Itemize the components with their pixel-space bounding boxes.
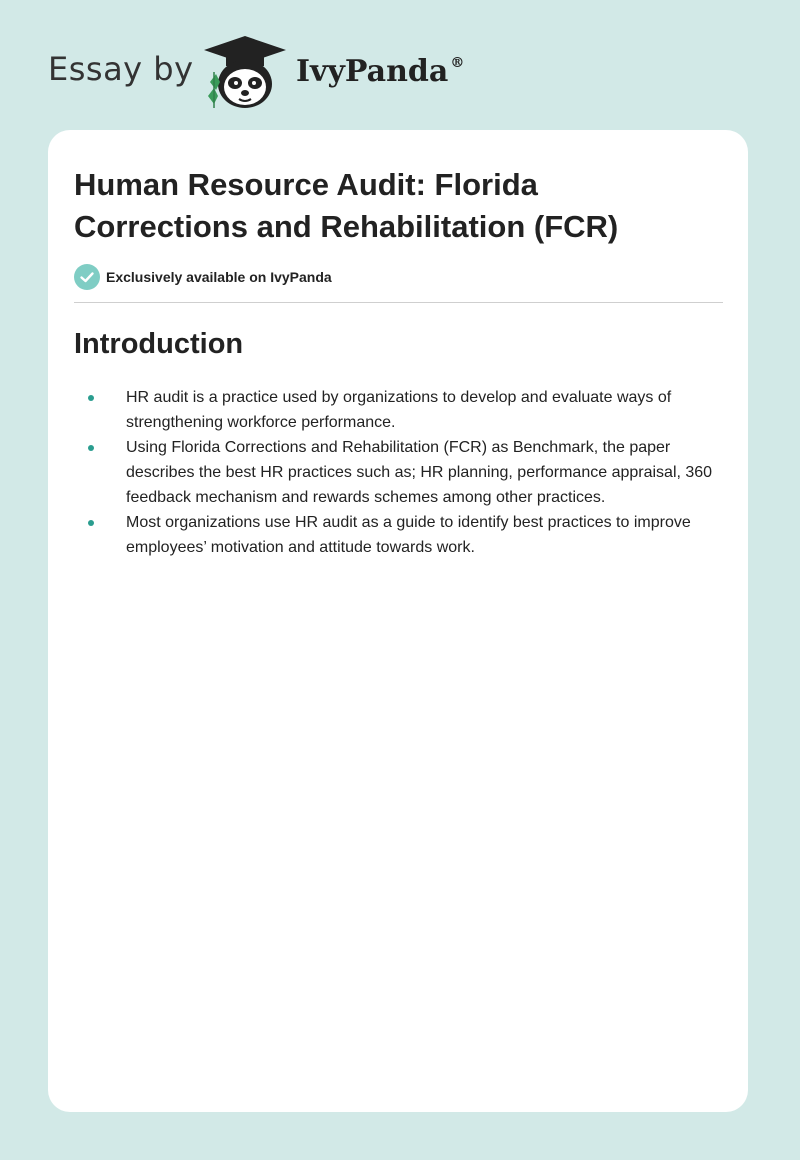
check-circle-icon <box>74 264 100 290</box>
document-card <box>48 130 748 1112</box>
bullet-dot <box>88 395 94 401</box>
divider <box>74 302 723 303</box>
section-heading: Introduction <box>74 328 244 360</box>
brand-name: IvyPanda ® <box>296 54 465 89</box>
bullet-dot <box>88 445 94 451</box>
essay-by-label: Essay by <box>48 50 194 88</box>
list-item-text: Using Florida Corrections and Rehabilitation (FCR) as Benchmark, the paper describes the best HR practices such as; HR planning, performance appraisal, 360 feedback mechanism and rewards schemes among other practices. <box>126 439 713 506</box>
site-header <box>48 32 488 112</box>
bullet-dot <box>88 520 94 526</box>
registered-mark: ® <box>450 55 465 71</box>
list-item-text: Most organizations use HR audit as a guide to identify best practices to improve employees’ motivation and attitude towards work. <box>126 514 691 556</box>
panda-graduation-cap-icon <box>202 32 288 112</box>
badge-text: Exclusively available on IvyPanda <box>106 269 332 285</box>
list-item <box>74 510 724 560</box>
list-item-text: HR audit is a practice used by organizations to develop and evaluate ways of strengthening workforce performance. <box>126 389 672 431</box>
page-title: Human Resource Audit: Florida Corrections and Rehabilitation (FCR) <box>74 167 619 244</box>
list-item <box>74 385 724 435</box>
exclusive-badge <box>74 264 332 290</box>
bullet-list <box>74 385 724 560</box>
list-item <box>74 435 724 510</box>
